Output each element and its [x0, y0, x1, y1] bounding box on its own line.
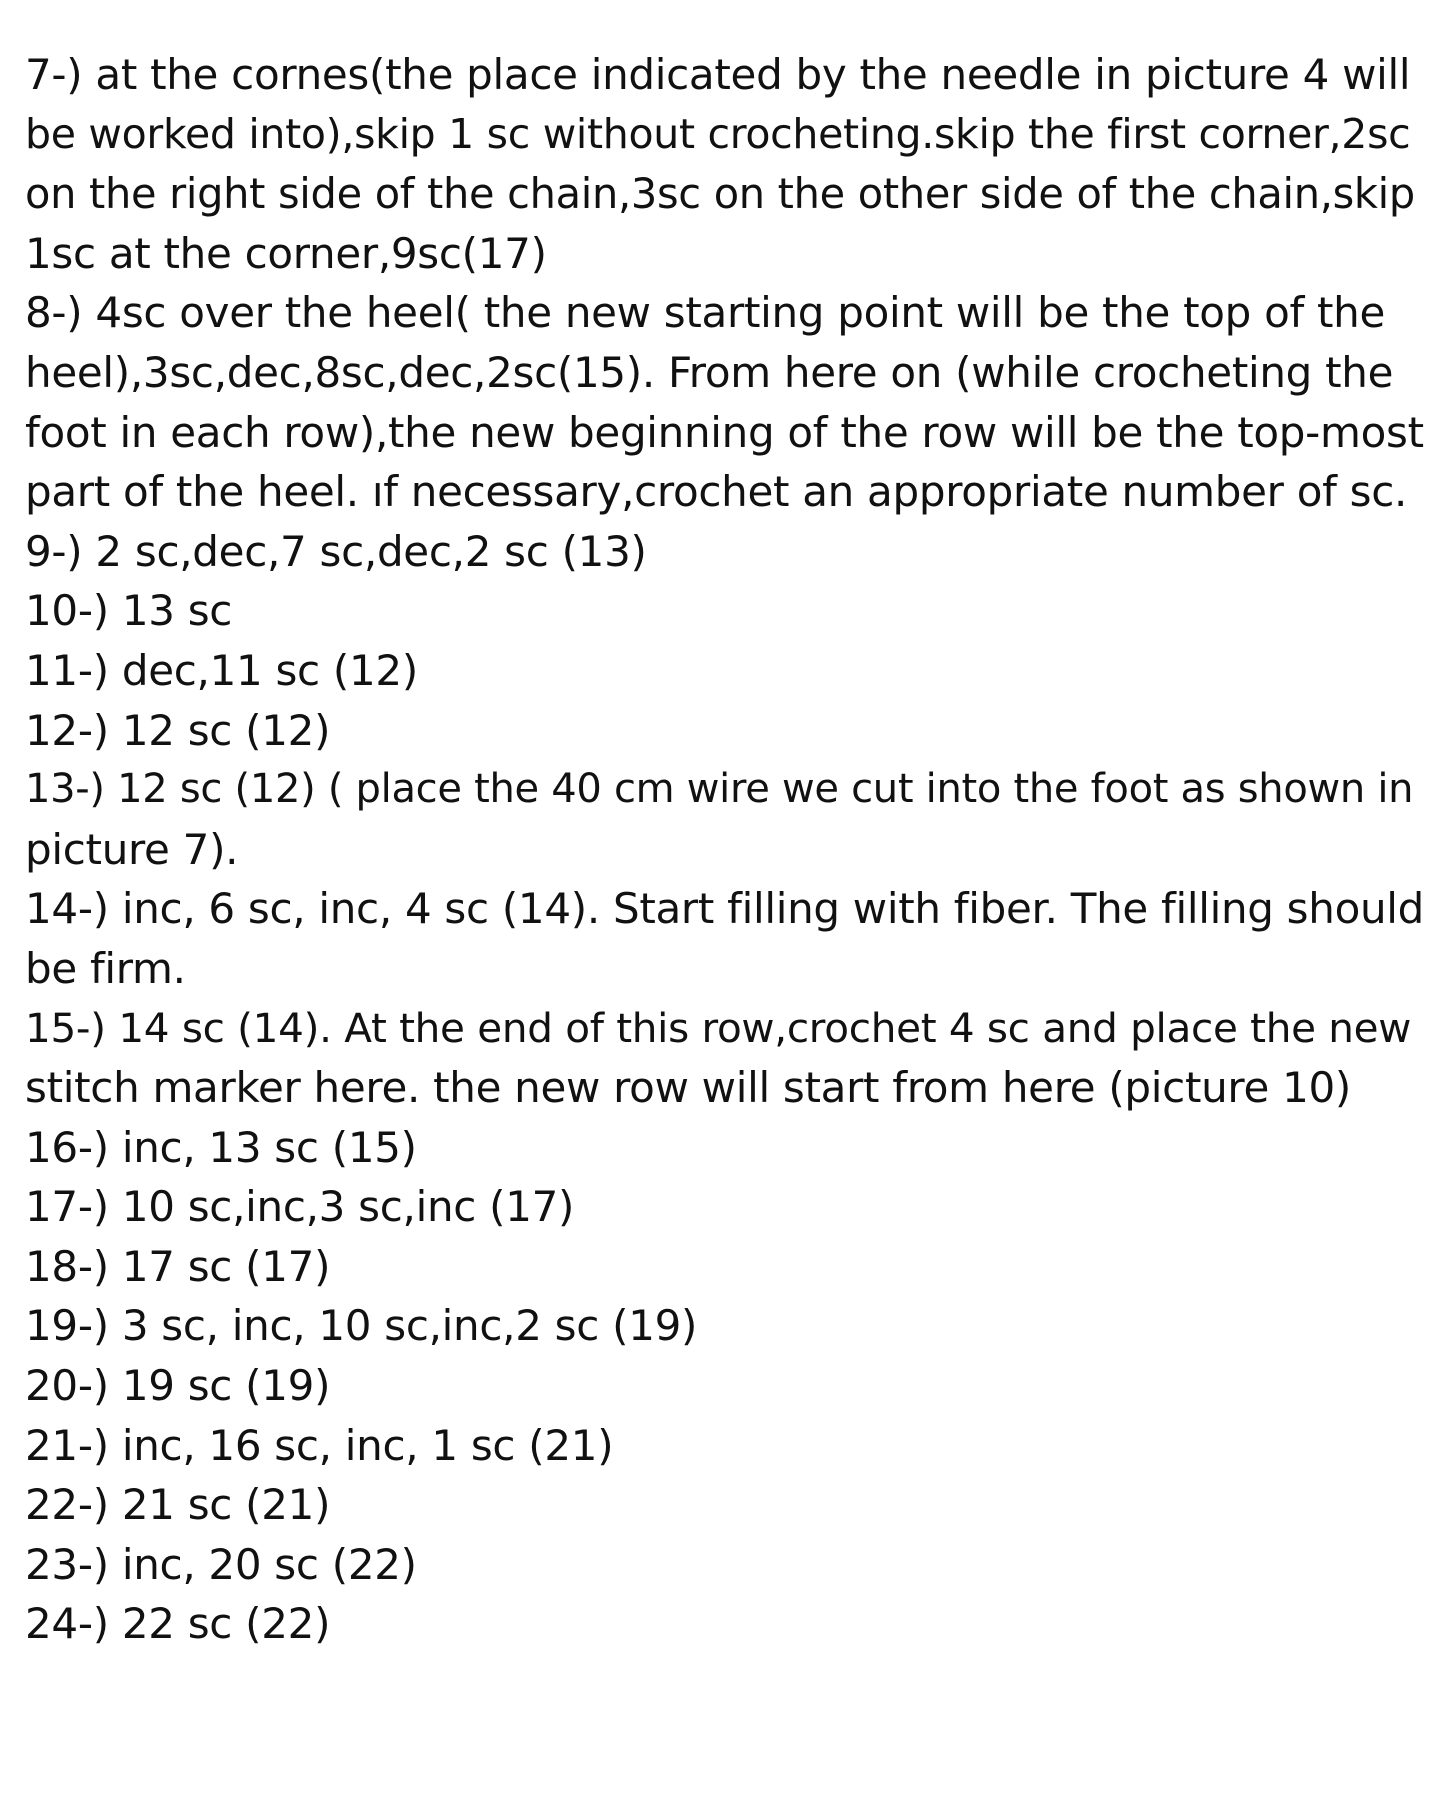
text-line: 17-) 10 sc,inc,3 sc,inc (17) [25, 1182, 575, 1232]
text-line: 22-) 21 sc (21) [25, 1480, 331, 1530]
text-line: 8-) 4sc over the heel( the new starting point will be the top of the [25, 288, 1386, 338]
text-line: 12-) 12 sc (12) [25, 705, 331, 755]
text-line: 1sc at the corner,9sc(17) [25, 228, 547, 278]
text-line: heel),3sc,dec,8sc,dec,2sc(15). From here on (while crocheting the [25, 347, 1394, 397]
text-line: foot in each row),the new beginning of the row will be the top-most [25, 407, 1424, 457]
crochet-instructions [25, 45, 1425, 1654]
text-line: be firm. [25, 943, 186, 993]
text-line: 9-) 2 sc,dec,7 sc,dec,2 sc (13) [25, 526, 647, 576]
text-line: 13-) 12 sc (12) ( place the 40 cm wire we cut into the foot as shown in [25, 766, 1414, 813]
text-line: be worked into),skip 1 sc without crocheting.skip the first corner,2sc [25, 109, 1411, 158]
text-line: 21-) inc, 16 sc, inc, 1 sc (21) [25, 1420, 614, 1470]
text-line: on the right side of the chain,3sc on the other side of the chain,skip [25, 169, 1415, 219]
text-line: 11-) dec,11 sc (12) [25, 645, 418, 695]
text-line: 20-) 19 sc (19) [25, 1361, 331, 1411]
text-line: part of the heel. ıf necessary,crochet an appropriate number of sc. [25, 467, 1408, 517]
text-line: 15-) 14 sc (14). At the end of this row,crochet 4 sc and place the new [25, 1003, 1412, 1052]
text-line: 18-) 17 sc (17) [25, 1241, 331, 1291]
text-line: 16-) inc, 13 sc (15) [25, 1122, 417, 1172]
text-line: picture 7). [25, 824, 239, 874]
text-line: stitch marker here. the new row will start from here (picture 10) [25, 1063, 1351, 1113]
text-line: 24-) 22 sc (22) [25, 1599, 331, 1649]
text-line: 23-) inc, 20 sc (22) [25, 1539, 417, 1589]
text-line: 19-) 3 sc, inc, 10 sc,inc,2 sc (19) [25, 1301, 698, 1351]
text-line: 10-) 13 sc [25, 586, 233, 636]
text-line: 7-) at the cornes(the place indicated by the needle in picture 4 will [25, 50, 1411, 99]
text-line: 14-) inc, 6 sc, inc, 4 sc (14). Start filling with fiber. The filling should [25, 884, 1425, 934]
